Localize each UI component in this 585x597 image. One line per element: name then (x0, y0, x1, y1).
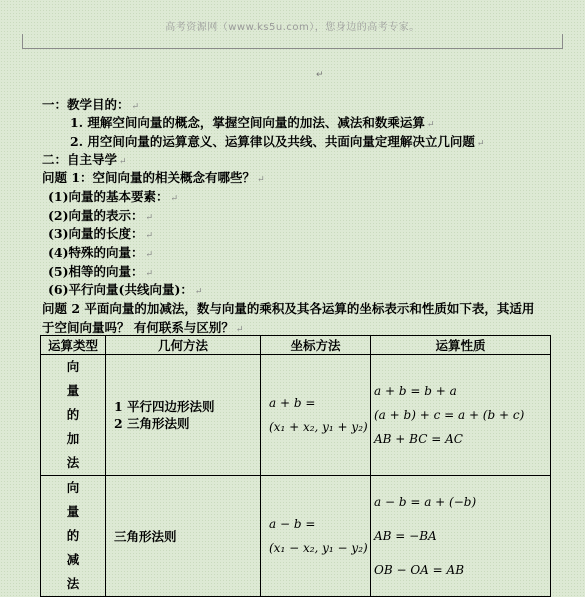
subtraction-type-cell: 向 量 的 减 法 (41, 476, 106, 597)
addition-coord-cell: a + b = (x₁ + x₂, y₁ + y₂) (261, 355, 371, 476)
subtraction-coord-cell: a − b = (x₁ − x₂, y₁ − y₂) (261, 476, 371, 597)
question-1: 问题 1：空间向量的相关概念有哪些？ ↵ (42, 170, 265, 185)
header-properties: 运算性质 (371, 336, 551, 355)
header-geometric-method: 几何方法 (106, 336, 261, 355)
subtraction-geometry-cell: 三角形法则 (106, 476, 261, 597)
section-1-title: 一：教学目的： ↵ (42, 97, 140, 112)
vector-operations-table (40, 335, 551, 597)
table-row-addition (41, 355, 551, 476)
table-header-row (41, 336, 551, 355)
question-2-line-1: 问题 2 平面向量的加减法，数与向量的乘积及其各运算的坐标表示和性质如下表，其适用 (42, 301, 535, 316)
subtraction-props-cell: a − b = a + (−b) AB = −BA OB − OA = AB (371, 476, 551, 597)
addition-props-cell: a + b = b + a (a + b) + c = a + (b + c) AB + BC = AC (371, 355, 551, 476)
header-rule (22, 48, 563, 49)
return-mark: ↵ (316, 70, 324, 80)
header-operation-type: 运算类型 (41, 336, 106, 355)
header-coordinate-method: 坐标方法 (261, 336, 371, 355)
q1-item-3: (3)向量的长度： ↵ (48, 226, 154, 241)
objective-1: 1. 理解空间向量的概念，掌握空间向量的加法、减法和数乘运算 ↵ (70, 115, 435, 130)
addition-geometry-cell: 1 平行四边形法则 2 三角形法则 (106, 355, 261, 476)
page-header: 高考资源网（www.ks5u.com），您身边的高考专家。 (165, 22, 420, 33)
table-row-subtraction (41, 476, 551, 597)
q1-item-6: (6)平行向量(共线向量)： ↵ (48, 282, 203, 297)
q1-item-4: (4)特殊的向量： ↵ (48, 245, 154, 260)
objective-2: 2. 用空间向量的运算意义、运算律以及共线、共面向量定理解决立几问题 ↵ (70, 134, 485, 149)
section-2-title: 二：自主导学 ↵ (42, 152, 127, 167)
q1-item-2: (2)向量的表示： ↵ (48, 208, 154, 223)
addition-type-cell: 向 量 的 加 法 (41, 355, 106, 476)
q1-item-1: (1)向量的基本要素： ↵ (48, 189, 179, 204)
question-2-line-2: 于空间向量吗？ 有何联系与区别？ ↵ (42, 320, 244, 335)
header-corner-left (22, 34, 23, 49)
q1-item-5: (5)相等的向量： ↵ (48, 264, 154, 279)
header-corner-right (562, 34, 563, 49)
